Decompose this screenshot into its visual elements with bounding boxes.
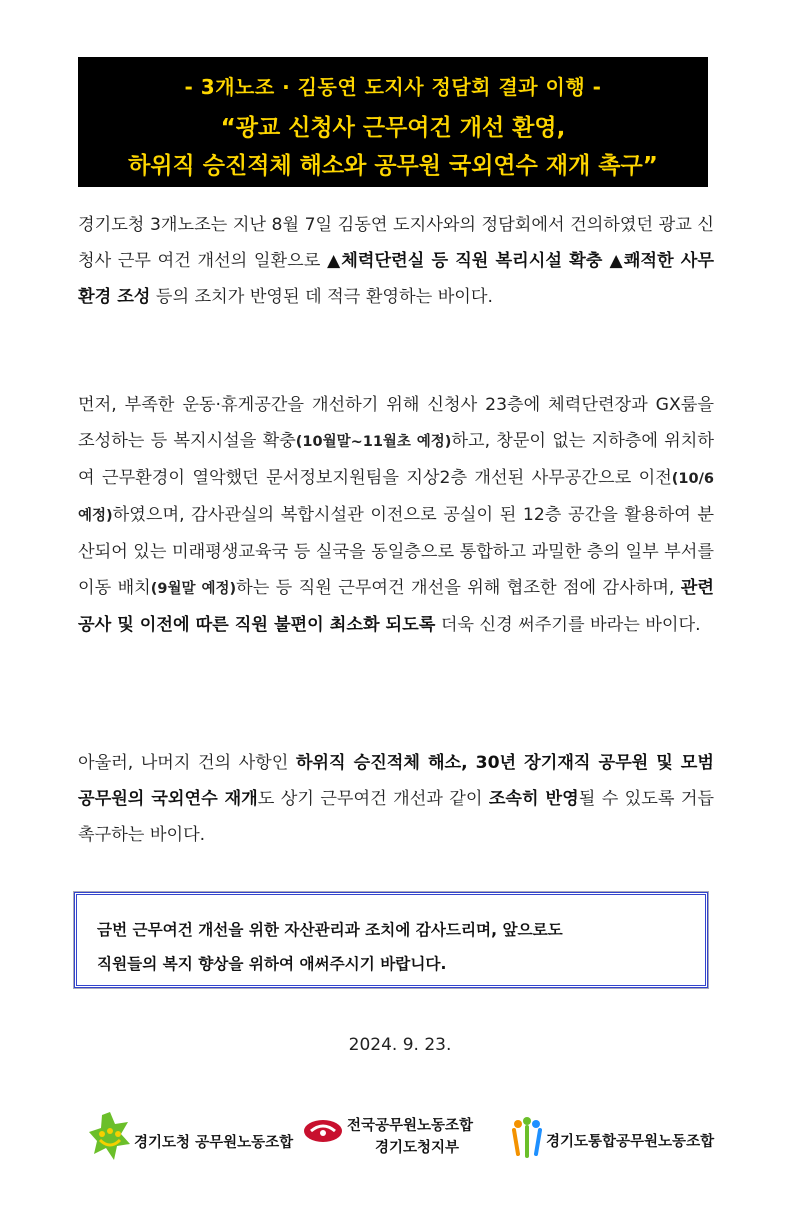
bold-segment: 조속히 반영 xyxy=(488,789,579,809)
notice-line-1: 금번 근무여건 개선을 위한 자산관리과 조치에 감사드리며, 앞으로도 xyxy=(97,921,563,939)
notice-box xyxy=(74,892,708,988)
notice-line-2: 직원들의 복지 향상을 위하여 애써주시기 바랍니다. xyxy=(97,955,447,973)
title-line-2: “광교 신청사 근무여건 개선 환영, xyxy=(220,115,566,141)
green-leaf-logo-icon xyxy=(88,1110,132,1166)
title-line-3: 하위직 승진적체 해소와 공무원 국외연수 재개 촉구” xyxy=(128,153,658,179)
paragraph-demands xyxy=(78,745,714,853)
title-line-1: - 3개노조 · 김동연 도지사 정담회 결과 이행 - xyxy=(184,75,602,99)
union-logos xyxy=(0,1108,800,1168)
schedule-note: (10/6 예정) xyxy=(78,471,714,524)
bold-segment: 하위직 승진적체 해소, 30년 장기재직 공무원 및 모범 공무원의 국외연수 재개 xyxy=(78,753,714,809)
text-segment: 하고, 창문이 없는 지하층에 위치하여 근무환경이 열악했던 문서정보지원팀을 지상2층 개선된 사무공간으로 이전 xyxy=(78,431,714,488)
bold-segment: ▲체력단련실 등 직원 복리시설 확충 ▲쾌적한 사무환경 조성 xyxy=(78,251,714,307)
logo-2-label-line-2: 경기도청지부 xyxy=(375,1140,460,1156)
logo-kgeu-gyeonggi xyxy=(303,1110,503,1166)
text-segment: 등의 조치가 반영된 데 적극 환영하는 바이다. xyxy=(150,287,493,307)
logo-3-label: 경기도통합공무원노동조합 xyxy=(546,1134,715,1150)
text-segment: 경기도청 3개노조는 지난 8월 7일 김동연 도지사와의 정담회에서 건의하였던 광교 신청사 근무 여건 개선의 일환으로 xyxy=(78,215,714,271)
red-emblem-icon xyxy=(303,1116,343,1146)
title-banner xyxy=(78,57,708,187)
text-segment: 도 상기 근무여건 개선과 같이 xyxy=(257,789,489,809)
text-segment: 될 수 있도록 거듭 촉구하는 바이다. xyxy=(78,789,715,845)
bold-segment: 관련 공사 및 이전에 따른 직원 불편이 최소화 되도록 xyxy=(78,578,714,635)
text-segment: 아울러, 나머지 건의 사항인 xyxy=(78,753,296,773)
schedule-note: (9월말 예정) xyxy=(150,581,237,597)
logo-gyeonggi-union xyxy=(88,1110,298,1166)
text-segment: 더욱 신경 써주기를 바라는 바이다. xyxy=(435,615,701,635)
text-segment: 먼저, 부족한 운동·휴게공간을 개선하기 위해 신청사 23층에 체력단련장과 GX룸을 조성하는 등 복지시설을 확충 xyxy=(78,395,714,451)
document-date: 2024. 9. 23. xyxy=(348,1035,452,1055)
paragraph-welcome xyxy=(78,207,714,315)
people-logo-icon xyxy=(510,1114,544,1164)
text-segment: 하는 등 직원 근무여건 개선을 위해 협조한 점에 감사하며, xyxy=(236,578,681,598)
logo-1-label: 경기도청 공무원노동조합 xyxy=(134,1135,294,1151)
logo-2-label-line-1: 전국공무원노동조합 xyxy=(347,1118,474,1134)
logo-gyeonggi-integrated-union xyxy=(510,1110,720,1166)
schedule-note: (10월말~11월초 예정) xyxy=(295,434,452,450)
paragraph-improvements xyxy=(78,387,714,643)
text-segment: 하였으며, 감사관실의 복합시설관 이전으로 공실이 된 12층 공간을 활용하여 분산되어 있는 미래평생교육국 등 실국을 동일층으로 통합하고 과밀한 층의 일부 부서를 이동 배치 xyxy=(78,505,714,598)
